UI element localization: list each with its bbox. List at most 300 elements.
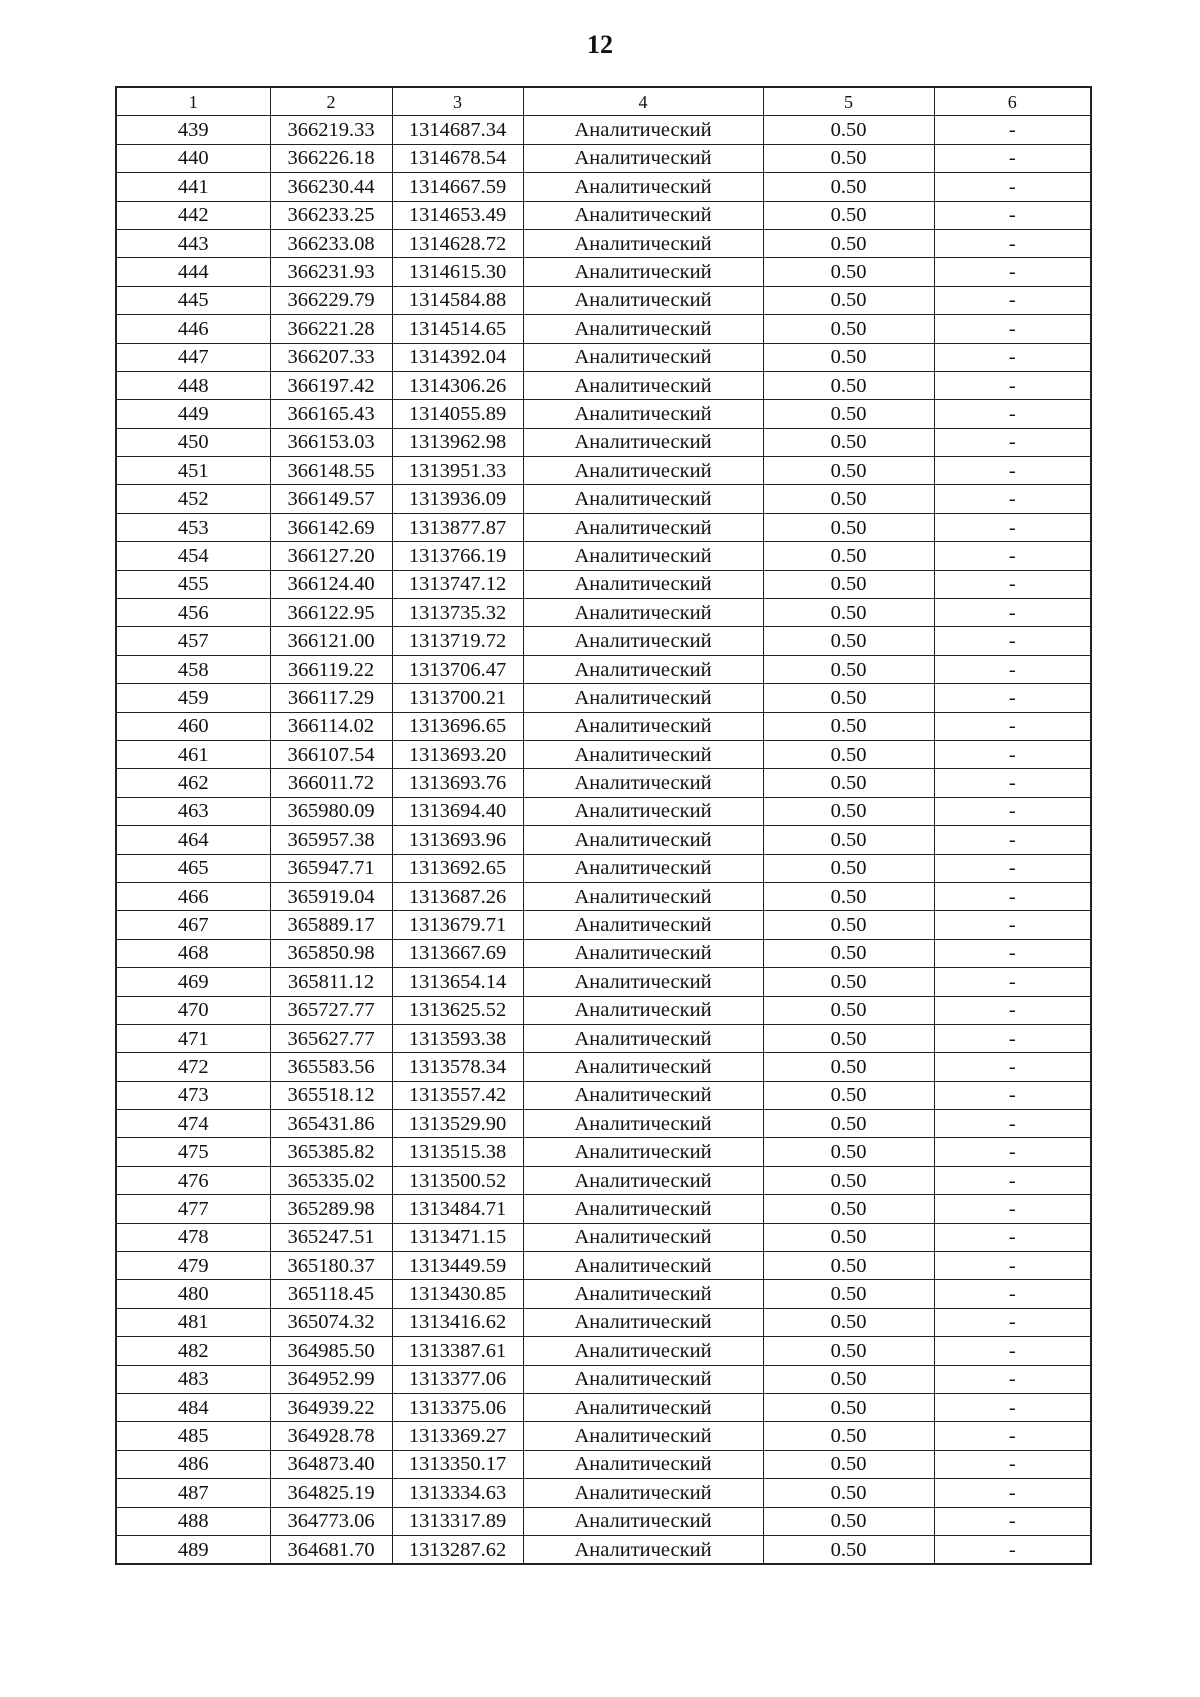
x-coordinate-cell: 366233.25: [270, 201, 392, 229]
point-number-cell: 484: [116, 1393, 270, 1421]
note-cell: -: [934, 1110, 1091, 1138]
method-cell: Аналитический: [523, 1422, 763, 1450]
point-number-cell: 487: [116, 1479, 270, 1507]
point-number-cell: 455: [116, 570, 270, 598]
y-coordinate-cell: 1314584.88: [392, 286, 523, 314]
point-number-cell: 447: [116, 343, 270, 371]
table-row: [116, 826, 1091, 854]
page-number: 12: [587, 30, 613, 59]
point-number-cell: 465: [116, 854, 270, 882]
point-number-cell: 473: [116, 1081, 270, 1109]
method-cell: Аналитический: [523, 343, 763, 371]
x-coordinate-cell: 366230.44: [270, 173, 392, 201]
point-number-cell: 440: [116, 144, 270, 172]
method-cell: Аналитический: [523, 996, 763, 1024]
method-cell: Аналитический: [523, 1535, 763, 1564]
method-cell: Аналитический: [523, 485, 763, 513]
note-cell: -: [934, 1280, 1091, 1308]
method-cell: Аналитический: [523, 740, 763, 768]
x-coordinate-cell: 364825.19: [270, 1479, 392, 1507]
y-coordinate-cell: 1313317.89: [392, 1507, 523, 1535]
accuracy-cell: 0.50: [763, 911, 934, 939]
point-number-cell: 469: [116, 968, 270, 996]
point-number-cell: 483: [116, 1365, 270, 1393]
note-cell: -: [934, 769, 1091, 797]
table-row: [116, 655, 1091, 683]
note-cell: -: [934, 968, 1091, 996]
x-coordinate-cell: 366221.28: [270, 315, 392, 343]
point-number-cell: 470: [116, 996, 270, 1024]
note-cell: -: [934, 428, 1091, 456]
y-coordinate-cell: 1314628.72: [392, 229, 523, 257]
table-row: [116, 684, 1091, 712]
note-cell: -: [934, 400, 1091, 428]
x-coordinate-cell: 366121.00: [270, 627, 392, 655]
point-number-cell: 457: [116, 627, 270, 655]
table-row: [116, 570, 1091, 598]
table-row: [116, 854, 1091, 882]
note-cell: -: [934, 1138, 1091, 1166]
y-coordinate-cell: 1313484.71: [392, 1195, 523, 1223]
x-coordinate-cell: 366107.54: [270, 740, 392, 768]
note-cell: -: [934, 826, 1091, 854]
note-cell: -: [934, 1081, 1091, 1109]
x-coordinate-cell: 366229.79: [270, 286, 392, 314]
point-number-cell: 478: [116, 1223, 270, 1251]
x-coordinate-cell: 366219.33: [270, 116, 392, 144]
y-coordinate-cell: 1313377.06: [392, 1365, 523, 1393]
x-coordinate-cell: 365074.32: [270, 1308, 392, 1336]
point-number-cell: 461: [116, 740, 270, 768]
accuracy-cell: 0.50: [763, 684, 934, 712]
y-coordinate-cell: 1313693.20: [392, 740, 523, 768]
table-row: [116, 1365, 1091, 1393]
accuracy-cell: 0.50: [763, 826, 934, 854]
point-number-cell: 456: [116, 599, 270, 627]
table-row: [116, 769, 1091, 797]
method-cell: Аналитический: [523, 1280, 763, 1308]
y-coordinate-cell: 1313667.69: [392, 939, 523, 967]
table-row: [116, 258, 1091, 286]
method-cell: Аналитический: [523, 144, 763, 172]
accuracy-cell: 0.50: [763, 1195, 934, 1223]
table-row: [116, 1422, 1091, 1450]
accuracy-cell: 0.50: [763, 1053, 934, 1081]
note-cell: -: [934, 1308, 1091, 1336]
x-coordinate-cell: 364952.99: [270, 1365, 392, 1393]
y-coordinate-cell: 1313693.96: [392, 826, 523, 854]
y-coordinate-cell: 1313706.47: [392, 655, 523, 683]
table-row: [116, 939, 1091, 967]
note-cell: -: [934, 797, 1091, 825]
accuracy-cell: 0.50: [763, 513, 934, 541]
method-cell: Аналитический: [523, 542, 763, 570]
note-cell: -: [934, 1053, 1091, 1081]
table-row: [116, 542, 1091, 570]
table-row: [116, 201, 1091, 229]
y-coordinate-cell: 1313593.38: [392, 1024, 523, 1052]
note-cell: -: [934, 882, 1091, 910]
accuracy-cell: 0.50: [763, 1110, 934, 1138]
method-cell: Аналитический: [523, 457, 763, 485]
table-row: [116, 1223, 1091, 1251]
x-coordinate-cell: 365385.82: [270, 1138, 392, 1166]
method-cell: Аналитический: [523, 1053, 763, 1081]
point-number-cell: 451: [116, 457, 270, 485]
point-number-cell: 488: [116, 1507, 270, 1535]
y-coordinate-cell: 1313430.85: [392, 1280, 523, 1308]
method-cell: Аналитический: [523, 712, 763, 740]
y-coordinate-cell: 1314306.26: [392, 371, 523, 399]
column-header: 4: [523, 87, 763, 116]
x-coordinate-cell: 366114.02: [270, 712, 392, 740]
table-row: [116, 173, 1091, 201]
x-coordinate-cell: 365850.98: [270, 939, 392, 967]
note-cell: -: [934, 1450, 1091, 1478]
x-coordinate-cell: 365980.09: [270, 797, 392, 825]
point-number-cell: 466: [116, 882, 270, 910]
table-row: [116, 1195, 1091, 1223]
x-coordinate-cell: 366153.03: [270, 428, 392, 456]
note-cell: -: [934, 173, 1091, 201]
method-cell: Аналитический: [523, 513, 763, 541]
accuracy-cell: 0.50: [763, 144, 934, 172]
y-coordinate-cell: 1313735.32: [392, 599, 523, 627]
x-coordinate-cell: 366142.69: [270, 513, 392, 541]
table-row: [116, 400, 1091, 428]
note-cell: -: [934, 1195, 1091, 1223]
point-number-cell: 458: [116, 655, 270, 683]
method-cell: Аналитический: [523, 968, 763, 996]
accuracy-cell: 0.50: [763, 1507, 934, 1535]
method-cell: Аналитический: [523, 1110, 763, 1138]
point-number-cell: 479: [116, 1252, 270, 1280]
y-coordinate-cell: 1313692.65: [392, 854, 523, 882]
y-coordinate-cell: 1313529.90: [392, 1110, 523, 1138]
method-cell: Аналитический: [523, 1252, 763, 1280]
point-number-cell: 439: [116, 116, 270, 144]
accuracy-cell: 0.50: [763, 627, 934, 655]
x-coordinate-cell: 366207.33: [270, 343, 392, 371]
x-coordinate-cell: 366148.55: [270, 457, 392, 485]
table-row: [116, 740, 1091, 768]
point-number-cell: 448: [116, 371, 270, 399]
y-coordinate-cell: 1313693.76: [392, 769, 523, 797]
accuracy-cell: 0.50: [763, 1280, 934, 1308]
note-cell: -: [934, 542, 1091, 570]
y-coordinate-cell: 1314514.65: [392, 315, 523, 343]
method-cell: Аналитический: [523, 1166, 763, 1194]
accuracy-cell: 0.50: [763, 1393, 934, 1421]
point-number-cell: 486: [116, 1450, 270, 1478]
x-coordinate-cell: 366124.40: [270, 570, 392, 598]
note-cell: -: [934, 996, 1091, 1024]
table-row: [116, 116, 1091, 144]
table-row: [116, 996, 1091, 1024]
y-coordinate-cell: 1313719.72: [392, 627, 523, 655]
point-number-cell: 443: [116, 229, 270, 257]
accuracy-cell: 0.50: [763, 1365, 934, 1393]
accuracy-cell: 0.50: [763, 882, 934, 910]
table-row: [116, 968, 1091, 996]
accuracy-cell: 0.50: [763, 173, 934, 201]
accuracy-cell: 0.50: [763, 939, 934, 967]
note-cell: -: [934, 939, 1091, 967]
method-cell: Аналитический: [523, 400, 763, 428]
y-coordinate-cell: 1313936.09: [392, 485, 523, 513]
y-coordinate-cell: 1313350.17: [392, 1450, 523, 1478]
point-number-cell: 475: [116, 1138, 270, 1166]
method-cell: Аналитический: [523, 1138, 763, 1166]
accuracy-cell: 0.50: [763, 1252, 934, 1280]
table-row: [116, 1166, 1091, 1194]
point-number-cell: 481: [116, 1308, 270, 1336]
table-row: [116, 1110, 1091, 1138]
method-cell: Аналитический: [523, 939, 763, 967]
note-cell: -: [934, 343, 1091, 371]
x-coordinate-cell: 365518.12: [270, 1081, 392, 1109]
table-body: [116, 116, 1091, 1564]
x-coordinate-cell: 366233.08: [270, 229, 392, 257]
accuracy-cell: 0.50: [763, 797, 934, 825]
x-coordinate-cell: 366149.57: [270, 485, 392, 513]
note-cell: -: [934, 655, 1091, 683]
x-coordinate-cell: 364928.78: [270, 1422, 392, 1450]
x-coordinate-cell: 366231.93: [270, 258, 392, 286]
point-number-cell: 462: [116, 769, 270, 797]
method-cell: Аналитический: [523, 1024, 763, 1052]
accuracy-cell: 0.50: [763, 1024, 934, 1052]
note-cell: -: [934, 144, 1091, 172]
note-cell: -: [934, 1166, 1091, 1194]
x-coordinate-cell: 365335.02: [270, 1166, 392, 1194]
note-cell: -: [934, 258, 1091, 286]
accuracy-cell: 0.50: [763, 258, 934, 286]
y-coordinate-cell: 1313696.65: [392, 712, 523, 740]
accuracy-cell: 0.50: [763, 371, 934, 399]
note-cell: -: [934, 712, 1091, 740]
method-cell: Аналитический: [523, 1081, 763, 1109]
y-coordinate-cell: 1313449.59: [392, 1252, 523, 1280]
method-cell: Аналитический: [523, 1393, 763, 1421]
note-cell: -: [934, 1024, 1091, 1052]
table-header-row: [116, 87, 1091, 116]
x-coordinate-cell: 366122.95: [270, 599, 392, 627]
x-coordinate-cell: 364985.50: [270, 1337, 392, 1365]
table-row: [116, 599, 1091, 627]
x-coordinate-cell: 365180.37: [270, 1252, 392, 1280]
column-header: 1: [116, 87, 270, 116]
method-cell: Аналитический: [523, 911, 763, 939]
accuracy-cell: 0.50: [763, 1081, 934, 1109]
y-coordinate-cell: 1313877.87: [392, 513, 523, 541]
point-number-cell: 450: [116, 428, 270, 456]
y-coordinate-cell: 1314687.34: [392, 116, 523, 144]
method-cell: Аналитический: [523, 570, 763, 598]
table-row: [116, 457, 1091, 485]
accuracy-cell: 0.50: [763, 1138, 934, 1166]
table-row: [116, 911, 1091, 939]
y-coordinate-cell: 1313962.98: [392, 428, 523, 456]
x-coordinate-cell: 364773.06: [270, 1507, 392, 1535]
table-row: [116, 286, 1091, 314]
column-header: 5: [763, 87, 934, 116]
y-coordinate-cell: 1313500.52: [392, 1166, 523, 1194]
point-number-cell: 471: [116, 1024, 270, 1052]
table-row: [116, 1535, 1091, 1564]
note-cell: -: [934, 627, 1091, 655]
y-coordinate-cell: 1313416.62: [392, 1308, 523, 1336]
point-number-cell: 489: [116, 1535, 270, 1564]
y-coordinate-cell: 1313687.26: [392, 882, 523, 910]
y-coordinate-cell: 1313375.06: [392, 1393, 523, 1421]
note-cell: -: [934, 1422, 1091, 1450]
table-row: [116, 315, 1091, 343]
method-cell: Аналитический: [523, 1195, 763, 1223]
note-cell: -: [934, 485, 1091, 513]
method-cell: Аналитический: [523, 1479, 763, 1507]
y-coordinate-cell: 1314678.54: [392, 144, 523, 172]
method-cell: Аналитический: [523, 684, 763, 712]
note-cell: -: [934, 599, 1091, 627]
table-row: [116, 1479, 1091, 1507]
table-row: [116, 371, 1091, 399]
accuracy-cell: 0.50: [763, 1166, 934, 1194]
point-number-cell: 445: [116, 286, 270, 314]
y-coordinate-cell: 1313694.40: [392, 797, 523, 825]
x-coordinate-cell: 366119.22: [270, 655, 392, 683]
y-coordinate-cell: 1314653.49: [392, 201, 523, 229]
accuracy-cell: 0.50: [763, 854, 934, 882]
accuracy-cell: 0.50: [763, 315, 934, 343]
y-coordinate-cell: 1313625.52: [392, 996, 523, 1024]
point-number-cell: 444: [116, 258, 270, 286]
accuracy-cell: 0.50: [763, 428, 934, 456]
point-number-cell: 463: [116, 797, 270, 825]
accuracy-cell: 0.50: [763, 229, 934, 257]
accuracy-cell: 0.50: [763, 400, 934, 428]
y-coordinate-cell: 1314055.89: [392, 400, 523, 428]
method-cell: Аналитический: [523, 258, 763, 286]
accuracy-cell: 0.50: [763, 1479, 934, 1507]
y-coordinate-cell: 1313679.71: [392, 911, 523, 939]
accuracy-cell: 0.50: [763, 599, 934, 627]
note-cell: -: [934, 740, 1091, 768]
y-coordinate-cell: 1313515.38: [392, 1138, 523, 1166]
method-cell: Аналитический: [523, 116, 763, 144]
accuracy-cell: 0.50: [763, 343, 934, 371]
point-number-cell: 480: [116, 1280, 270, 1308]
y-coordinate-cell: 1313471.15: [392, 1223, 523, 1251]
table-row: [116, 144, 1091, 172]
method-cell: Аналитический: [523, 173, 763, 201]
accuracy-cell: 0.50: [763, 1223, 934, 1251]
method-cell: Аналитический: [523, 854, 763, 882]
accuracy-cell: 0.50: [763, 655, 934, 683]
y-coordinate-cell: 1313578.34: [392, 1053, 523, 1081]
point-number-cell: 454: [116, 542, 270, 570]
note-cell: -: [934, 201, 1091, 229]
x-coordinate-cell: 365811.12: [270, 968, 392, 996]
note-cell: -: [934, 1535, 1091, 1564]
x-coordinate-cell: 365247.51: [270, 1223, 392, 1251]
note-cell: -: [934, 1252, 1091, 1280]
method-cell: Аналитический: [523, 627, 763, 655]
accuracy-cell: 0.50: [763, 201, 934, 229]
y-coordinate-cell: 1314392.04: [392, 343, 523, 371]
x-coordinate-cell: 365947.71: [270, 854, 392, 882]
note-cell: -: [934, 513, 1091, 541]
x-coordinate-cell: 365431.86: [270, 1110, 392, 1138]
method-cell: Аналитический: [523, 1337, 763, 1365]
table-row: [116, 1053, 1091, 1081]
table-row: [116, 1280, 1091, 1308]
x-coordinate-cell: 366117.29: [270, 684, 392, 712]
y-coordinate-cell: 1313654.14: [392, 968, 523, 996]
x-coordinate-cell: 365957.38: [270, 826, 392, 854]
accuracy-cell: 0.50: [763, 485, 934, 513]
table-row: [116, 1337, 1091, 1365]
table-row: [116, 1024, 1091, 1052]
x-coordinate-cell: 366127.20: [270, 542, 392, 570]
x-coordinate-cell: 365289.98: [270, 1195, 392, 1223]
note-cell: -: [934, 315, 1091, 343]
note-cell: -: [934, 457, 1091, 485]
point-number-cell: 460: [116, 712, 270, 740]
table-row: [116, 513, 1091, 541]
x-coordinate-cell: 366226.18: [270, 144, 392, 172]
x-coordinate-cell: 365583.56: [270, 1053, 392, 1081]
method-cell: Аналитический: [523, 655, 763, 683]
note-cell: -: [934, 229, 1091, 257]
accuracy-cell: 0.50: [763, 1308, 934, 1336]
table-row: [116, 1081, 1091, 1109]
x-coordinate-cell: 365919.04: [270, 882, 392, 910]
x-coordinate-cell: 365118.45: [270, 1280, 392, 1308]
x-coordinate-cell: 364681.70: [270, 1535, 392, 1564]
point-number-cell: 449: [116, 400, 270, 428]
column-header: 2: [270, 87, 392, 116]
table-row: [116, 627, 1091, 655]
point-number-cell: 485: [116, 1422, 270, 1450]
x-coordinate-cell: 366197.42: [270, 371, 392, 399]
accuracy-cell: 0.50: [763, 968, 934, 996]
accuracy-cell: 0.50: [763, 457, 934, 485]
point-number-cell: 442: [116, 201, 270, 229]
table-row: [116, 343, 1091, 371]
point-number-cell: 482: [116, 1337, 270, 1365]
point-number-cell: 464: [116, 826, 270, 854]
point-number-cell: 452: [116, 485, 270, 513]
point-number-cell: 468: [116, 939, 270, 967]
table-row: [116, 229, 1091, 257]
accuracy-cell: 0.50: [763, 1337, 934, 1365]
column-header: 3: [392, 87, 523, 116]
method-cell: Аналитический: [523, 1308, 763, 1336]
point-number-cell: 467: [116, 911, 270, 939]
method-cell: Аналитический: [523, 882, 763, 910]
note-cell: -: [934, 286, 1091, 314]
column-header: 6: [934, 87, 1091, 116]
note-cell: -: [934, 371, 1091, 399]
table-row: [116, 485, 1091, 513]
accuracy-cell: 0.50: [763, 740, 934, 768]
accuracy-cell: 0.50: [763, 769, 934, 797]
table-row: [116, 1138, 1091, 1166]
point-number-cell: 441: [116, 173, 270, 201]
accuracy-cell: 0.50: [763, 712, 934, 740]
method-cell: Аналитический: [523, 1507, 763, 1535]
